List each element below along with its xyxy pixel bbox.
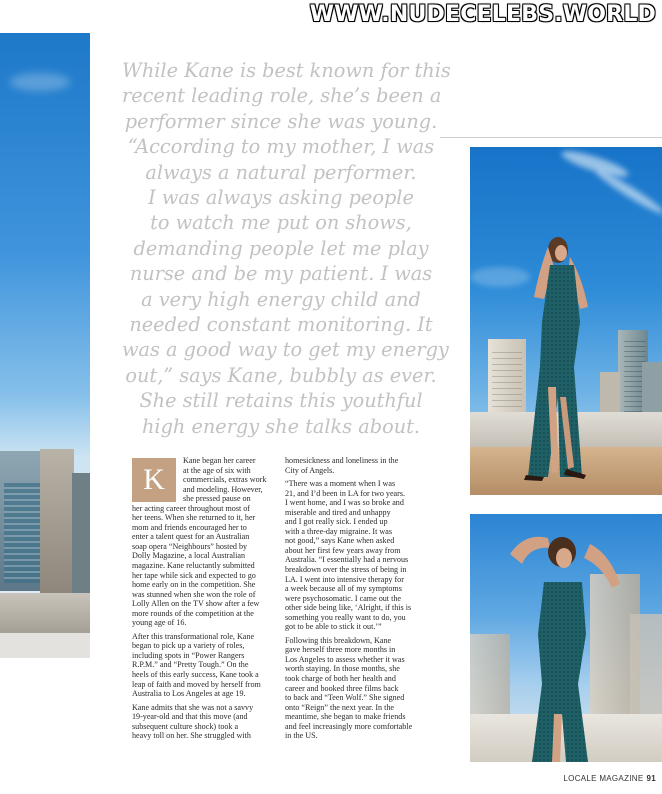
pull-quote-line: to watch me put on shows, (150, 211, 412, 235)
pull-quote-line: performer since she was young. (124, 109, 438, 133)
text-line: R.P.M.” and “Pretty Tough.” On the (132, 660, 249, 670)
text-line: Kane admits that she was not a savvy (132, 702, 254, 712)
pull-quote-line: While Kane is best known for this (122, 59, 451, 82)
text-line: Following this breakdown, Kane (285, 635, 392, 645)
text-line: home early on in the competition. She (132, 580, 256, 590)
text-line: leap of faith and moved by herself from (132, 679, 261, 689)
text-line: Los Angeles to assess whether it was (285, 654, 405, 664)
pull-quote-line: high energy she talks about. (141, 414, 420, 438)
text-line: more rounds of the competition at the (132, 608, 254, 618)
text-line: 21, and I’d been in LA for two years. (285, 488, 406, 498)
body-paragraph (132, 703, 278, 741)
text-line: miserable and tired and unhappy (285, 507, 391, 517)
text-line: and I got really sick. I ended up (285, 517, 388, 527)
text-line: and feel increasingly more comfortable (285, 721, 413, 731)
body-paragraph (132, 632, 278, 699)
body-paragraph (285, 479, 431, 632)
text-line: soap opera “Neighbours” hosted by (132, 541, 248, 551)
text-line: meantime, she began to make friends (285, 712, 406, 722)
pull-quote-line: I was always asking people (148, 186, 414, 210)
text-line: in the US. (285, 731, 318, 741)
text-line: Australia to Los Angeles at age 19. (132, 689, 246, 699)
page-number: 91 (646, 774, 656, 783)
pull-quote (122, 58, 451, 439)
pull-quote-line: demanding people let me play (133, 236, 429, 260)
watermark-text: WWW.NUDECELEBS.WORLD (309, 2, 656, 27)
pull-quote-line: She still retains this youthful (139, 389, 423, 413)
text-line: career and booked three films back (285, 683, 399, 693)
text-line: her tape while sick and expected to go (132, 570, 256, 580)
model-figure-bottom (470, 514, 662, 762)
text-line: was stunned when she won the role of (132, 589, 256, 599)
page-footer (563, 774, 656, 783)
pull-quote-line: a very high energy child and (141, 287, 421, 311)
text-line: other side being like, ‘Alright, if this is (285, 603, 412, 613)
text-line: enter a talent quest for an Australian (132, 532, 250, 542)
text-line: about her first few years away from (285, 545, 401, 555)
text-line: magazine. Kane reluctantly submitted (132, 561, 255, 571)
pull-quote-line: nurse and be my patient. I was (129, 262, 433, 286)
text-line: heels of this early success, Kane took a (132, 670, 259, 680)
text-line: something you really want to do, you (285, 612, 406, 622)
text-line: breakdown over the stress of being in (285, 565, 407, 575)
text-line: not good,” says Kane when asked (285, 536, 395, 546)
text-line: subsequent culture shock) took a (132, 721, 239, 731)
text-line: Kane began her career (183, 456, 256, 465)
text-line: heavy toll on her. She struggled with (132, 731, 251, 741)
text-line: Australia. “I essentially had a nervous (285, 555, 409, 565)
text-line: with a three-day migraine. It was (285, 526, 392, 536)
text-line: got to be able to stick it out.’” (285, 622, 382, 632)
text-line: began to pick up a variety of roles, (132, 641, 245, 651)
body-column-1 (132, 456, 278, 745)
magazine-name: LOCALE MAGAZINE (563, 774, 644, 783)
text-line: City of Angels. (285, 465, 335, 475)
text-line: at the age of six with (183, 465, 251, 475)
text-line: homesickness and loneliness in the (285, 456, 399, 465)
text-line: gave herself three more months in (285, 645, 396, 655)
text-line: to back and “Teen Wolf.” She signed (285, 693, 405, 703)
text-line: worth staying. In those months, she (285, 664, 400, 674)
pull-quote-line: needed constant monitoring. It (129, 313, 433, 337)
text-line: her teens. When she returned to it, her (132, 513, 256, 523)
pull-quote-line: recent leading role, she’s been a (122, 84, 442, 108)
text-line: “There was a moment when I was (285, 479, 396, 489)
pull-quote-line: “According to my mother, I was (127, 135, 435, 159)
body-paragraph (285, 456, 431, 475)
text-line: commercials, extras work (183, 475, 267, 485)
text-line: Dolly Magazine, a local Australian (132, 551, 246, 561)
body-column-2 (285, 456, 431, 745)
left-cityscape-photo (0, 33, 90, 658)
drop-cap: K (132, 458, 176, 502)
divider-line (440, 137, 662, 138)
pull-quote-line: always a natural performer. (145, 160, 417, 184)
model-figure-top (470, 147, 662, 495)
text-line: Lolly Allen on the TV show after a few (132, 599, 260, 609)
text-line: she pressed pause on (183, 494, 251, 504)
text-line: her acting career throughout most of (132, 503, 250, 513)
pull-quote-line: was a good way to get my energy (122, 338, 449, 362)
pull-quote-line: out,” says Kane, bubbly as ever. (125, 363, 437, 387)
text-line: and modeling. However, (183, 484, 263, 494)
bottom-right-photo (470, 514, 662, 762)
text-line: I went home, and I was so broke and (285, 498, 404, 508)
text-line: 19-year-old and that this move (and (132, 712, 248, 722)
top-right-photo (470, 147, 662, 495)
text-line: mom and friends encouraged her to (132, 522, 247, 532)
text-line: After this transformational role, Kane (132, 631, 255, 641)
text-line: a week because all of my symptoms (285, 584, 402, 594)
body-paragraph (132, 456, 278, 628)
text-line: LA. I went into intensive therapy for (285, 574, 404, 584)
text-line: including spots in “Power Rangers (132, 650, 245, 660)
text-line: took charge of both her health and (285, 674, 396, 684)
text-line: were psychosomatic. I came out the (285, 593, 401, 603)
text-line: young age of 16. (132, 618, 187, 628)
body-paragraph (285, 636, 431, 741)
text-line: onto “Reign” the next year. In the (285, 702, 395, 712)
